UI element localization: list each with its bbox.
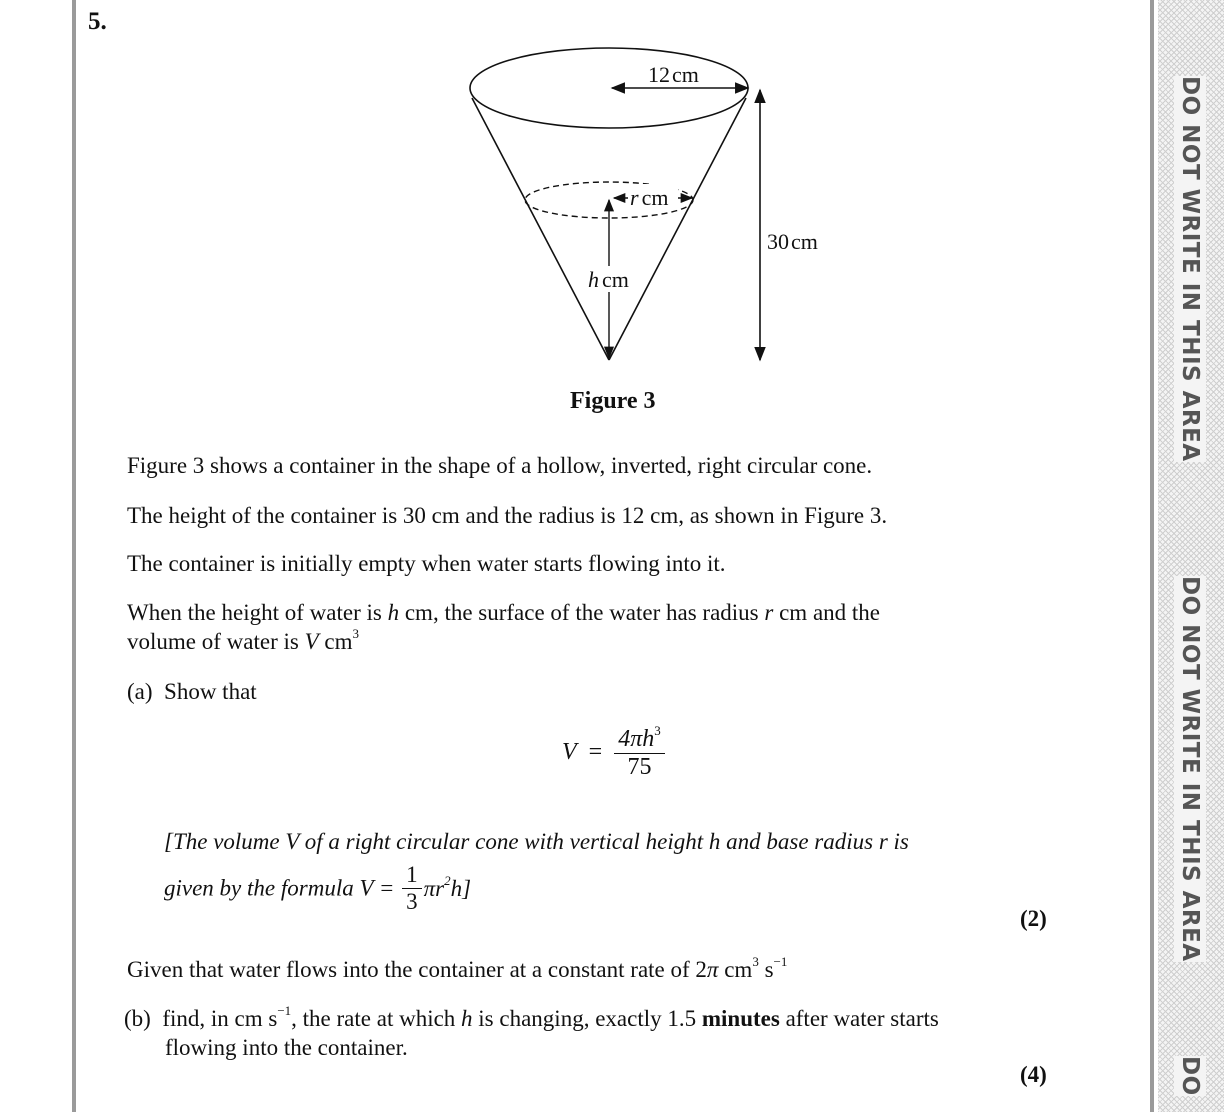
part-a-marks: (2)	[1020, 906, 1047, 931]
right-margin-rule	[1150, 0, 1154, 1112]
part-b-line-2: flowing into the container.	[165, 1035, 408, 1060]
part-a-formula: V = $\frac{4\pi h^3}{75}$	[562, 726, 665, 781]
part-a-fraction: $\frac{4\pi h^3}{75}$	[614, 726, 665, 781]
cone-figure	[440, 40, 860, 380]
margin-warning-1: DO NOT WRITE IN THIS AREA	[1174, 76, 1206, 462]
intro-line-2: The height of the container is 30 cm and the radius is 12 cm, as shown in Figure 3.	[127, 503, 888, 528]
part-b-marks: (4)	[1020, 1062, 1047, 1087]
rate-sentence: Given that water flows into the container at a constant rate of 2π $cm^3$ $s^{-1}$	[127, 954, 788, 982]
part-a-note-line-1: [The volume V of a right circular cone with vertical height h and base radius r is	[164, 829, 909, 854]
part-b-line-1: (b) find, in cm $s^{-1}$, the rate at which h is changing, exactly 1.5 minutes after water starts	[124, 1003, 939, 1031]
water-radius-label: r cm	[630, 185, 669, 210]
left-margin-rule	[72, 0, 76, 1112]
part-a-note-line-2: given by the formula V = $\frac{1}{3}$ $\pi r^2h$]	[164, 862, 472, 914]
intro-line-1: Figure 3 shows a container in the shape of a hollow, inverted, right circular cone.	[127, 453, 873, 478]
radius-label: 12cm	[648, 62, 699, 87]
margin-warning-3: DO	[1174, 1056, 1206, 1096]
volume-sentence-line-2: volume of water is V $cm^3$	[127, 626, 359, 654]
intro-line-3: The container is initially empty when water starts flowing into it.	[127, 551, 726, 576]
cone-side-left	[472, 98, 609, 360]
figure-caption: Figure 3	[570, 388, 656, 414]
margin-warning-2: DO NOT WRITE IN THIS AREA	[1174, 576, 1206, 962]
question-number: 5.	[88, 8, 107, 35]
part-a-prompt: (a) Show that	[127, 679, 257, 704]
height-label: 30cm	[767, 229, 818, 254]
water-height-label: h cm	[588, 267, 629, 292]
cone-side-right	[609, 98, 746, 360]
volume-sentence-line-1: When the height of water is h cm, the surface of the water has radius r cm and the	[127, 600, 880, 625]
